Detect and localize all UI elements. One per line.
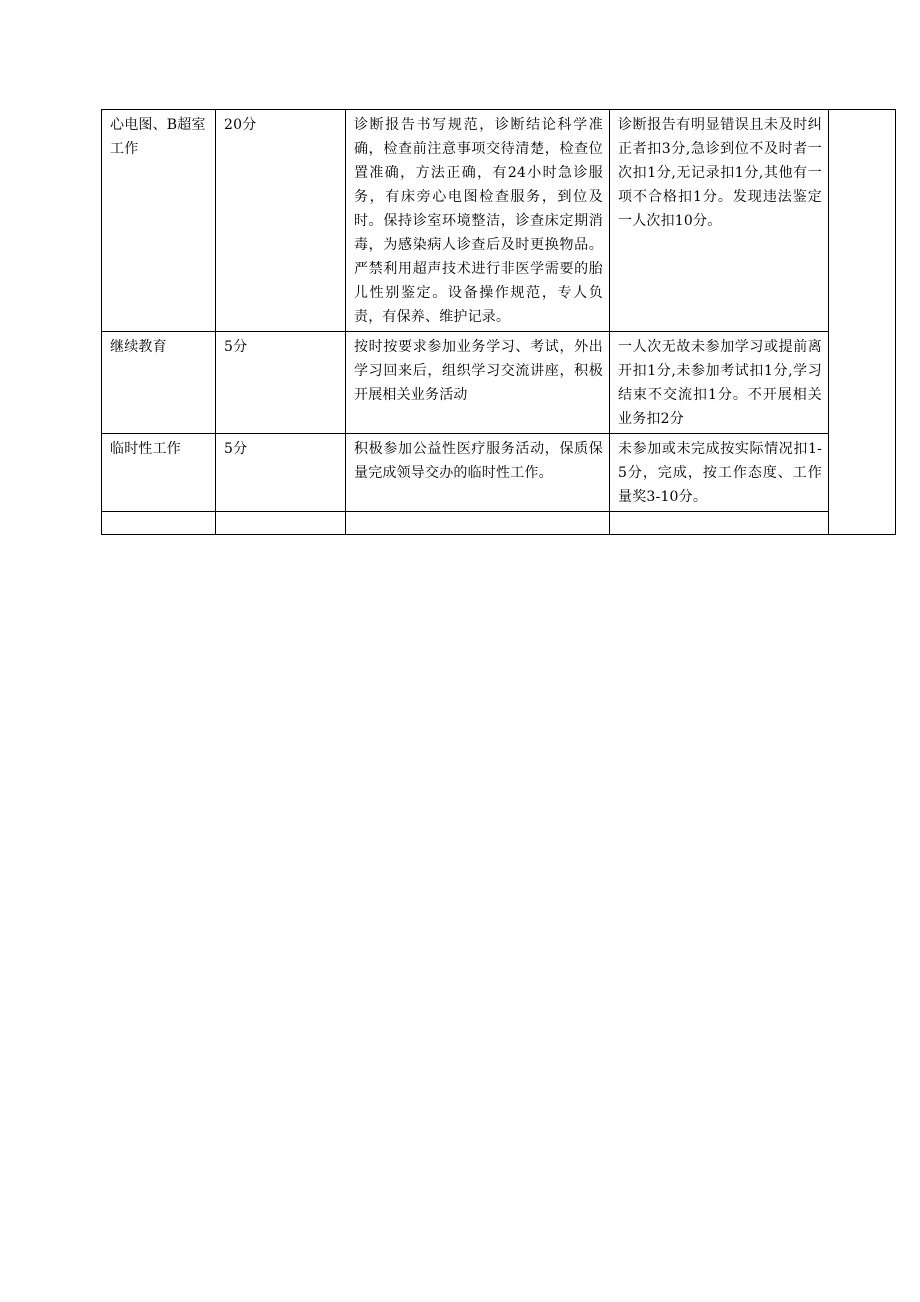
- deduction-cell: 一人次无故未参加学习或提前离开扣1分,未参加考试扣1分,学习结束不交流扣1分。不开展相关业务扣2分: [610, 332, 829, 434]
- evaluation-table: [101, 109, 896, 535]
- score-cell: 5分: [216, 434, 346, 512]
- requirement-cell: 积极参加公益性医疗服务活动，保质保量完成领导交办的临时性工作。: [346, 434, 610, 512]
- score-cell: 5分: [216, 332, 346, 434]
- table-row: [102, 110, 896, 332]
- empty-cell: [610, 512, 829, 535]
- item-cell: 心电图、B超室工作: [102, 110, 216, 332]
- table-row: [102, 332, 896, 434]
- requirement-cell: 诊断报告书写规范，诊断结论科学准确，检查前注意事项交待清楚，检查位置准确，方法正确，有24小时急诊服务，有床旁心电图检查服务，到位及时。保持诊室环境整洁，诊查床定期消毒，为感染病人诊查后及时更换物品。严禁利用超声技术进行非医学需要的胎儿性别鉴定。设备操作规范，专人负责，有保养、维护记录。: [346, 110, 610, 332]
- empty-cell: [102, 512, 216, 535]
- item-cell: 继续教育: [102, 332, 216, 434]
- empty-table-row: [102, 512, 896, 535]
- deduction-cell: 未参加或未完成按实际情况扣1-5分，完成，按工作态度、工作量奖3-10分。: [610, 434, 829, 512]
- table-row: [102, 434, 896, 512]
- score-cell: 20分: [216, 110, 346, 332]
- empty-cell: [346, 512, 610, 535]
- deduction-cell: 诊断报告有明显错误且未及时纠正者扣3分,急诊到位不及时者一次扣1分,无记录扣1分,其他有一项不合格扣1分。发现违法鉴定一人次扣10分。: [610, 110, 829, 332]
- requirement-cell: 按时按要求参加业务学习、考试，外出学习回来后，组织学习交流讲座，积极开展相关业务活动: [346, 332, 610, 434]
- item-cell: 临时性工作: [102, 434, 216, 512]
- empty-cell: [216, 512, 346, 535]
- merged-remarks-cell: [829, 110, 896, 535]
